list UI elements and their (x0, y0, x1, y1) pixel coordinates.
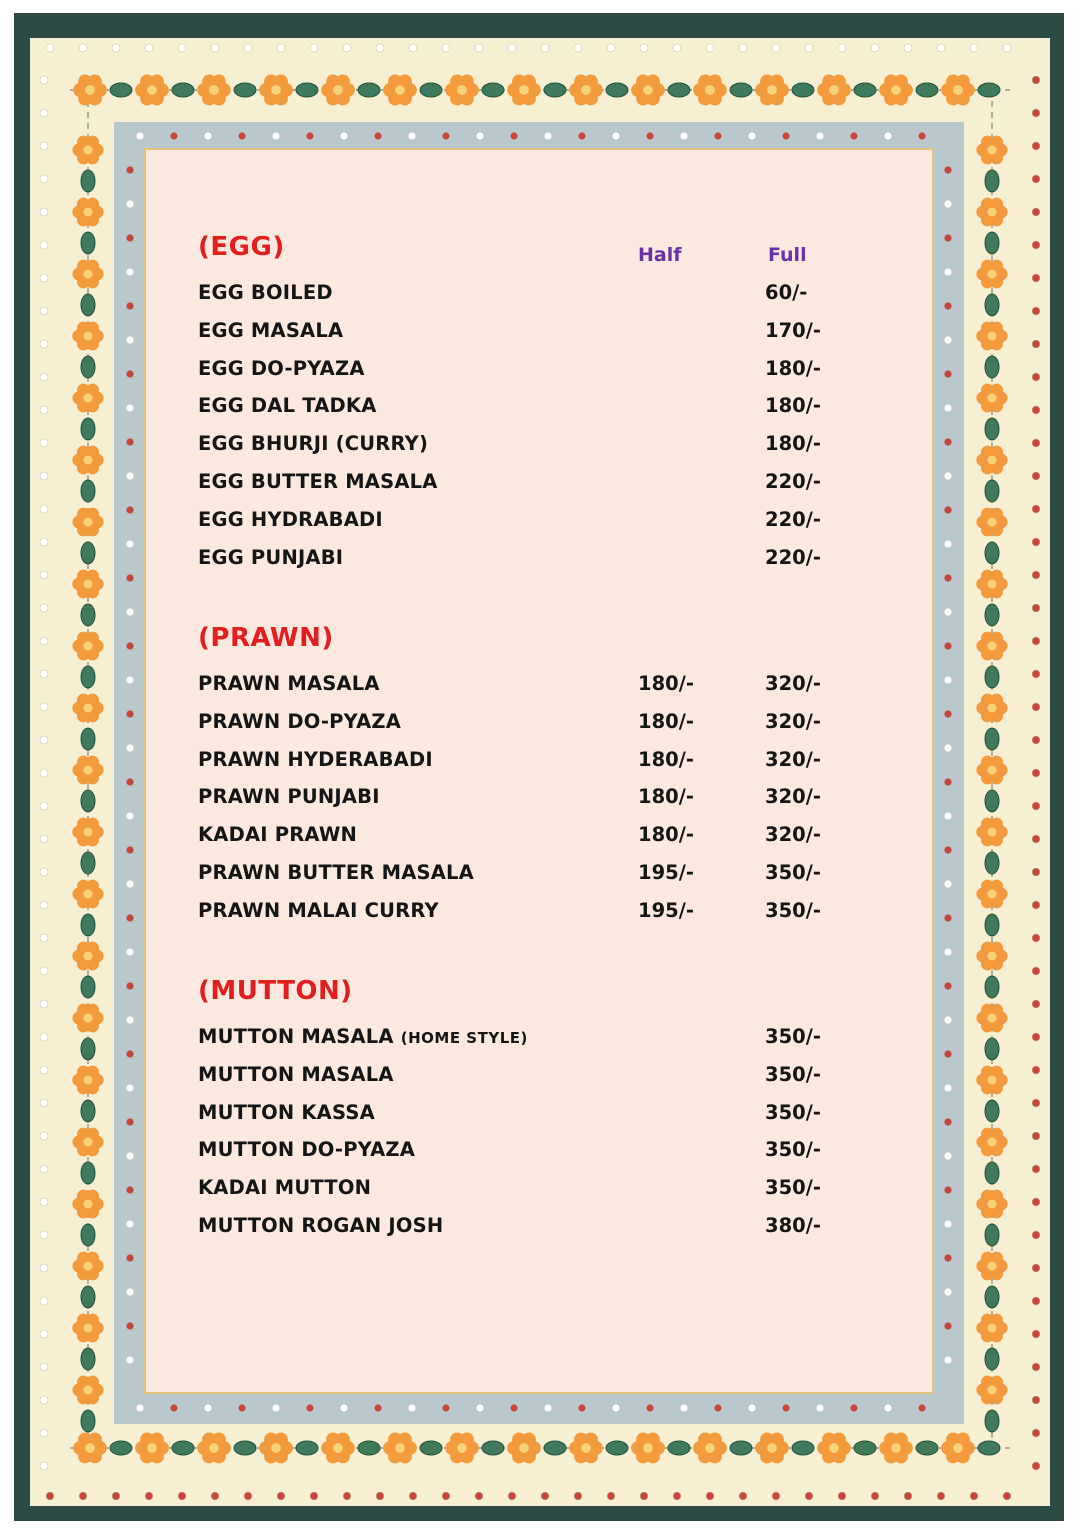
menu-item-name-text: EGG DO-PYAZA (198, 356, 365, 380)
menu-item-row (198, 1176, 898, 1206)
price-full: 180/- (765, 432, 821, 456)
menu-item-name (198, 672, 380, 695)
menu-item-row (198, 861, 898, 891)
menu-item-name (198, 899, 439, 922)
menu-item-name-text: KADAI MUTTON (198, 1176, 372, 1200)
menu-item-row (198, 432, 898, 462)
menu-item-name-text: PRAWN MALAI CURRY (198, 898, 439, 922)
menu-item-name (198, 1138, 415, 1161)
menu-item-name (198, 394, 376, 417)
price-full: 320/- (765, 709, 821, 733)
menu-item-name (198, 710, 401, 733)
price-half: 180/- (638, 672, 694, 695)
price-full: 220/- (765, 545, 821, 569)
menu-item-name-text: PRAWN HYDERABADI (198, 747, 433, 771)
menu-item-name (198, 785, 380, 808)
menu-item-name-text: MUTTON KASSA (198, 1100, 375, 1124)
menu-item-row (198, 470, 898, 500)
menu-item-row (198, 546, 898, 576)
menu-item-name (198, 748, 433, 771)
price-full: 350/- (765, 861, 821, 884)
menu-item-name-text: PRAWN PUNJABI (198, 785, 380, 809)
menu-item-name (198, 281, 333, 304)
price-full: 350/- (765, 898, 821, 922)
menu-item-name-text: PRAWN BUTTER MASALA (198, 861, 474, 884)
column-header-full: Full (768, 244, 807, 266)
price-half: 180/- (638, 785, 694, 809)
menu-item-row (198, 748, 898, 778)
menu-item-row (198, 1025, 898, 1055)
menu-item-name-text: EGG HYDRABADI (198, 507, 383, 531)
price-full: 350/- (765, 1025, 821, 1048)
menu-item-name-text: EGG BUTTER MASALA (198, 470, 438, 493)
menu-item-name-text: MUTTON MASALA (198, 1062, 394, 1086)
section-title: (PRAWN) (198, 623, 334, 653)
price-half: 180/- (638, 823, 694, 847)
menu-item-name (198, 470, 438, 493)
price-full: 320/- (765, 672, 821, 695)
section-title: (MUTTON) (198, 976, 353, 1006)
menu-item-name (198, 546, 343, 569)
menu-item-name-text: KADAI PRAWN (198, 823, 358, 847)
price-full: 320/- (765, 823, 821, 847)
menu-item-name-text: EGG PUNJABI (198, 545, 344, 569)
menu-item-row (198, 823, 898, 853)
menu-item-name-text: EGG BHURJI (CURRY) (198, 432, 429, 456)
price-full: 350/- (765, 1176, 821, 1200)
menu-item-row (198, 1101, 898, 1131)
menu-item-name (198, 1101, 375, 1124)
section-title: (EGG) (198, 232, 285, 262)
menu-item-row (198, 785, 898, 815)
menu-item-row (198, 357, 898, 387)
menu-item-name (198, 319, 343, 342)
menu-item-note: (HOME STYLE) (400, 1029, 528, 1047)
menu-item-row (198, 394, 898, 424)
column-header-half: Half (638, 244, 682, 266)
menu-item-name-text: EGG BOILED (198, 281, 333, 304)
menu-item-name-text: MUTTON DO-PYAZA (198, 1138, 416, 1162)
menu-item-name (198, 508, 383, 531)
price-full: 350/- (765, 1100, 821, 1124)
price-half: 195/- (638, 861, 694, 884)
price-full: 170/- (765, 318, 821, 342)
menu-item-row (198, 899, 898, 929)
price-full: 180/- (765, 394, 821, 418)
menu-item-row (198, 319, 898, 349)
menu-item-row (198, 672, 898, 702)
menu-item-name (198, 432, 428, 455)
menu-item-name (198, 823, 357, 846)
menu-item-name-text: PRAWN DO-PYAZA (198, 709, 402, 733)
menu-item-name (198, 861, 474, 884)
menu-item-name-text: MUTTON ROGAN JOSH (198, 1214, 444, 1237)
price-half: 180/- (638, 709, 694, 733)
price-full: 320/- (765, 747, 821, 771)
price-full: 180/- (765, 356, 821, 380)
menu-item-row (198, 1214, 898, 1244)
menu-item-name-text: EGG MASALA (198, 318, 344, 342)
price-full: 320/- (765, 785, 821, 809)
menu-item-name-text: EGG DAL TADKA (198, 394, 377, 418)
price-half: 195/- (638, 898, 694, 922)
price-full: 220/- (765, 507, 821, 531)
price-full: 350/- (765, 1062, 821, 1086)
menu-item-name (198, 1176, 371, 1199)
menu-item-name (198, 1214, 443, 1237)
price-half: 180/- (638, 747, 694, 771)
menu-item-row (198, 508, 898, 538)
menu-item-row (198, 710, 898, 740)
menu-item-name (198, 357, 365, 380)
price-full: 220/- (765, 470, 821, 493)
menu-item-row (198, 281, 898, 311)
menu-item-row (198, 1063, 898, 1093)
price-full: 60/- (765, 281, 808, 304)
menu-item-name-text: PRAWN MASALA (198, 672, 380, 695)
menu-item-row (198, 1138, 898, 1168)
price-full: 350/- (765, 1138, 821, 1162)
price-full: 380/- (765, 1214, 821, 1237)
menu-item-name-text: MUTTON MASALA (198, 1025, 394, 1048)
menu-item-name (198, 1063, 394, 1086)
menu-item-name (198, 1025, 528, 1048)
